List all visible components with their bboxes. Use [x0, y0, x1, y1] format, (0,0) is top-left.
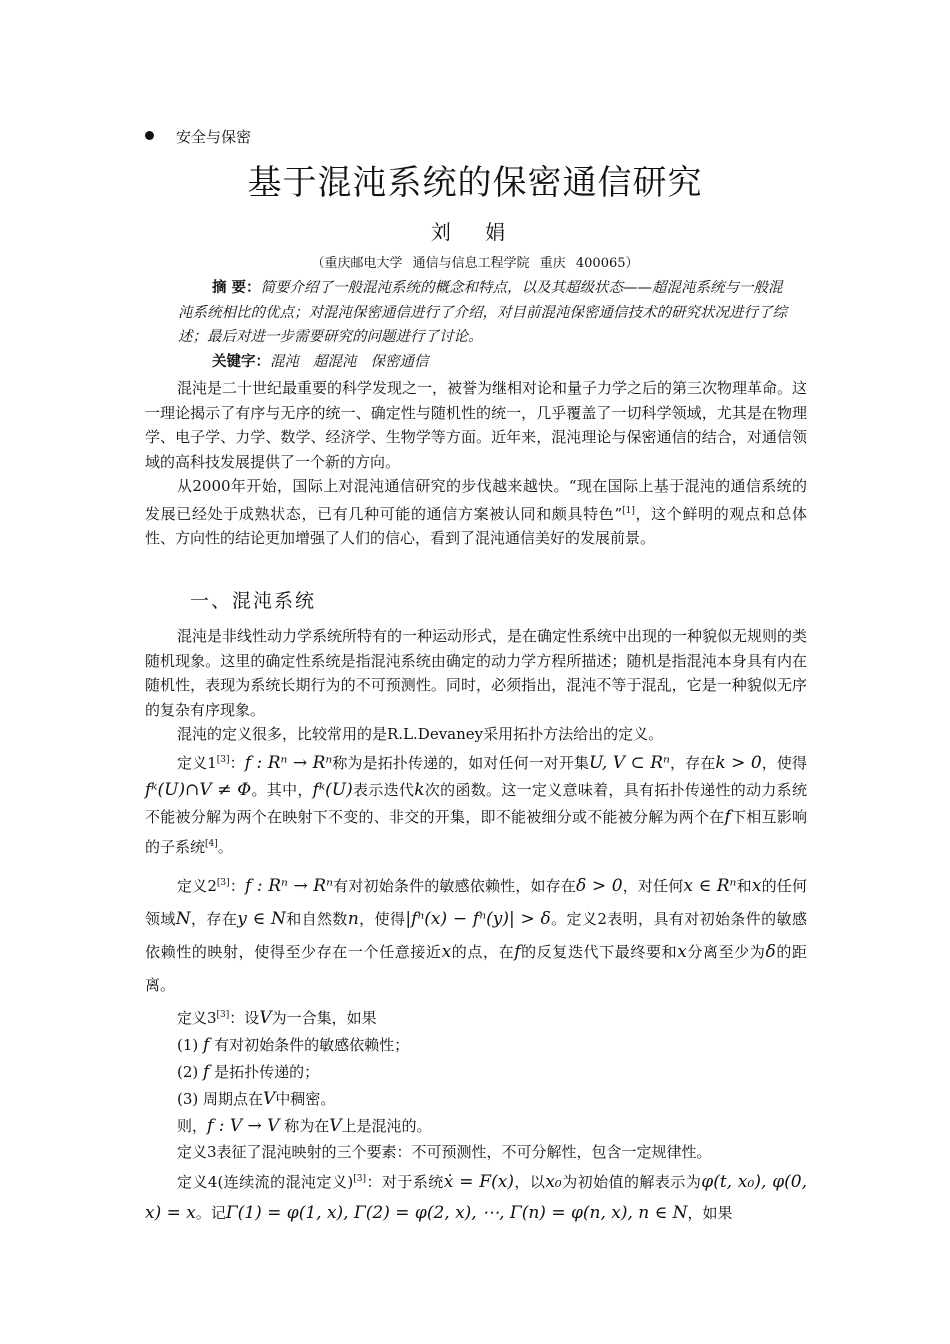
keyword: 混沌: [270, 354, 299, 370]
paragraph: 定义3表征了混沌映射的三个要素：不可预测性，不可分解性，包含一定规律性。: [177, 1142, 712, 1161]
paragraph: 混沌的定义很多，比较常用的是R.L.Devaney采用拓扑方法给出的定义。: [177, 725, 664, 743]
keywords: [212, 350, 443, 371]
bullet-icon: [145, 131, 154, 140]
definition-4: 定义4(连续流的混沌定义)[3]：对于系统ẋ = F(x)，以x₀为初始值的解表示为φ(t, x₀), φ(0, x) = x。记Γ(1) = φ(1, x), Γ(2) = φ(2, x), ⋯, Γ(n) = φ(n, x), n ∈ N，如果: [145, 1172, 807, 1223]
abstract-text: 简要介绍了一般混沌系统的概念和特点，以及其超级状态——超混沌系统与一般混沌系统相比的优点；对混沌保密通信进行了介绍，对目前混沌保密通信技术的研究状况进行了综述；最后对进一步需要研究的问题进行了讨论。: [178, 280, 787, 345]
intro-paragraph: 混沌是二十世纪最重要的科学发现之一，被誉为继相对论和量子力学之后的第三次物理革命。这一理论揭示了有序与无序的统一、确定性与随机性的统一，几乎覆盖了一切科学领域，尤其是在物理学、电子学、力学、数学、经济学、生物学等方面。近年来，混沌理论与保密通信的结合，对通信领域的高科技发展提供了一个新的方向。: [145, 379, 808, 471]
paper-title: 基于混沌系统的保密通信研究: [247, 163, 703, 203]
keyword: 保密通信: [370, 354, 429, 370]
list-item: (3) 周期点在V中稠密。: [177, 1088, 336, 1109]
definition-1: 定义1[3]：f : Rⁿ → Rⁿ称为是拓扑传递的，如对任何一对开集U, V ⊂ Rⁿ，存在k > 0，使得fᵏ(U)∩V ≠ Φ。其中，fᵏ(U)表示迭代k次的函数。这一定义意味着，具有拓扑传递性的动力系统不能被分解为两个在映射下不变的、非交的开集，即不能被细分或不能被分解为两个在f下相互影响的子系统[4]。: [145, 752, 807, 856]
list-item: (2) f 是拓扑传递的；: [177, 1061, 320, 1082]
intro-paragraph: 从2000年开始，国际上对混沌通信研究的步伐越来越快。“现在国际上基于混沌的通信系统的发展已经处于成熟状态，已有几种可能的通信方案被认同和颇具特色”[1]，这个鲜明的观点和总体性、方向性的结论更加增强了人们的信心，看到了混沌通信美好的发展前景。: [145, 477, 807, 547]
list-item: (1) f 有对初始条件的敏感依赖性；: [177, 1034, 410, 1055]
intro-section: [145, 376, 807, 551]
definition-3: 定义3[3]：设V为一合集，如果: [177, 1007, 377, 1028]
section-heading: 一、混沌系统: [190, 590, 317, 612]
section-tag: 安全与保密: [145, 126, 251, 147]
paragraph: 混沌是非线性动力学系统所特有的一种运动形式，是在确定性系统中出现的一种貌似无规则的类随机现象。这里的确定性系统是指混沌系统由确定的动力学方程所描述；随机是指混沌本身具有内在随机性，表现为系统长期行为的不可预测性。同时，必须指出，混沌不等于混乱，它是一种貌似无序的复杂有序现象。: [145, 627, 808, 719]
affiliation: （重庆邮电大学 通信与信息工程学院 重庆 400065）: [311, 256, 639, 271]
abstract: [178, 276, 790, 350]
section1-body: [145, 624, 807, 1229]
keywords-label: 关键字：: [212, 354, 270, 370]
abstract-label: 摘 要：: [212, 280, 261, 296]
keyword: 超混沌: [313, 354, 357, 370]
author: 刘 娟: [430, 220, 520, 244]
definition-2: 定义2[3]：f : Rⁿ → Rⁿ有对初始条件的敏感依赖性，如存在δ > 0，对任何x ∈ Rⁿ和x的任何领域N，存在y ∈ N和自然数n，使得|fⁿ(x) − fⁿ(y)| > δ。定义2表明，具有对初始条件的敏感依赖性的映射，使得至少存在一个任意接近x的点，在f的反复迭代下最终要和x分离至少为δ的距离。: [145, 875, 807, 994]
definition-3-conclusion: 则，f : V → V 称为在V上是混沌的。: [177, 1115, 432, 1136]
citation: [1]: [622, 505, 635, 516]
